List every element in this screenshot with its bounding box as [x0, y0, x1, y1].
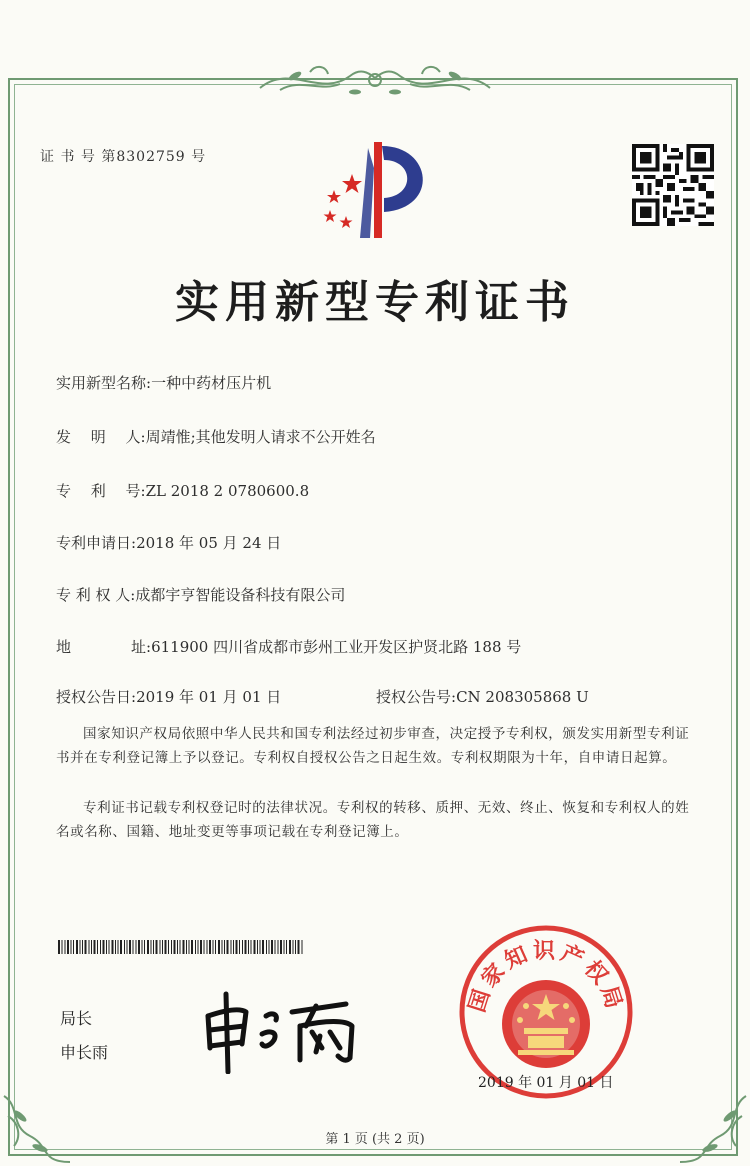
field-value: ZL 2018 2 0780600.8 — [145, 482, 310, 500]
field-patentee — [56, 584, 345, 605]
director-signature — [196, 986, 386, 1074]
field-label: 授权公告号: — [376, 688, 457, 706]
director-title: 局长 — [60, 1009, 93, 1028]
patent-office-logo — [312, 138, 442, 242]
field-label: 发 明 人: — [56, 428, 146, 446]
field-label: 专 利 权 人: — [56, 586, 136, 604]
certificate-number: 证 书 号 第8302759 号 — [40, 149, 207, 165]
floral-ornament — [250, 58, 500, 104]
field-label: 地 址: — [56, 638, 152, 656]
corner-ornament-left — [0, 1086, 80, 1166]
field-patent-number — [56, 480, 309, 501]
field-grant-date — [56, 686, 281, 707]
field-label: 专利申请日: — [56, 534, 137, 552]
field-value: 2018 年 05 月 24 日 — [136, 534, 282, 552]
field-inventor — [56, 426, 376, 447]
qr-code — [632, 144, 714, 226]
seal-text: 国家知识产权局 — [464, 939, 628, 1016]
barcode — [58, 940, 304, 954]
field-label: 专 利 号: — [56, 482, 146, 500]
field-value: 周靖惟;其他发明人请求不公开姓名 — [145, 428, 376, 446]
field-announcement-number — [376, 686, 589, 707]
director-name: 申长雨 — [60, 1043, 109, 1062]
field-label: 实用新型名称: — [56, 374, 152, 392]
certificate-title: 实用新型专利证书 — [175, 277, 575, 328]
grant-statement-paragraph: 国家知识产权局依照中华人民共和国专利法经过初步审查，决定授予专利权，颁发实用新型专利证书并在专利登记簿上予以登记。专利权自授权公告之日起生效。专利权期限为十年，自申请日起算。 — [56, 726, 690, 766]
field-label: 授权公告日: — [56, 688, 137, 706]
seal-date: 2019 年 01 月 01 日 — [478, 1075, 614, 1091]
legal-status-paragraph: 专利证书记载专利权登记时的法律状况。专利权的转移、质押、无效、终止、恢复和专利权人的姓名或名称、国籍、地址变更等事项记载在专利登记簿上。 — [56, 800, 690, 840]
corner-ornament-right — [670, 1086, 750, 1166]
field-value: CN 208305868 U — [456, 688, 589, 706]
page-indicator: 第 1 页 (共 2 页) — [325, 1132, 425, 1147]
field-application-date — [56, 532, 281, 553]
field-address — [56, 636, 521, 657]
field-value: 一种中药材压片机 — [151, 374, 272, 392]
field-value: 成都宇亨智能设备科技有限公司 — [135, 586, 346, 604]
field-utility-model-name — [56, 372, 271, 393]
field-value: 611900 四川省成都市彭州工业开发区护贤北路 188 号 — [151, 638, 522, 656]
field-value: 2019 年 01 月 01 日 — [136, 688, 282, 706]
